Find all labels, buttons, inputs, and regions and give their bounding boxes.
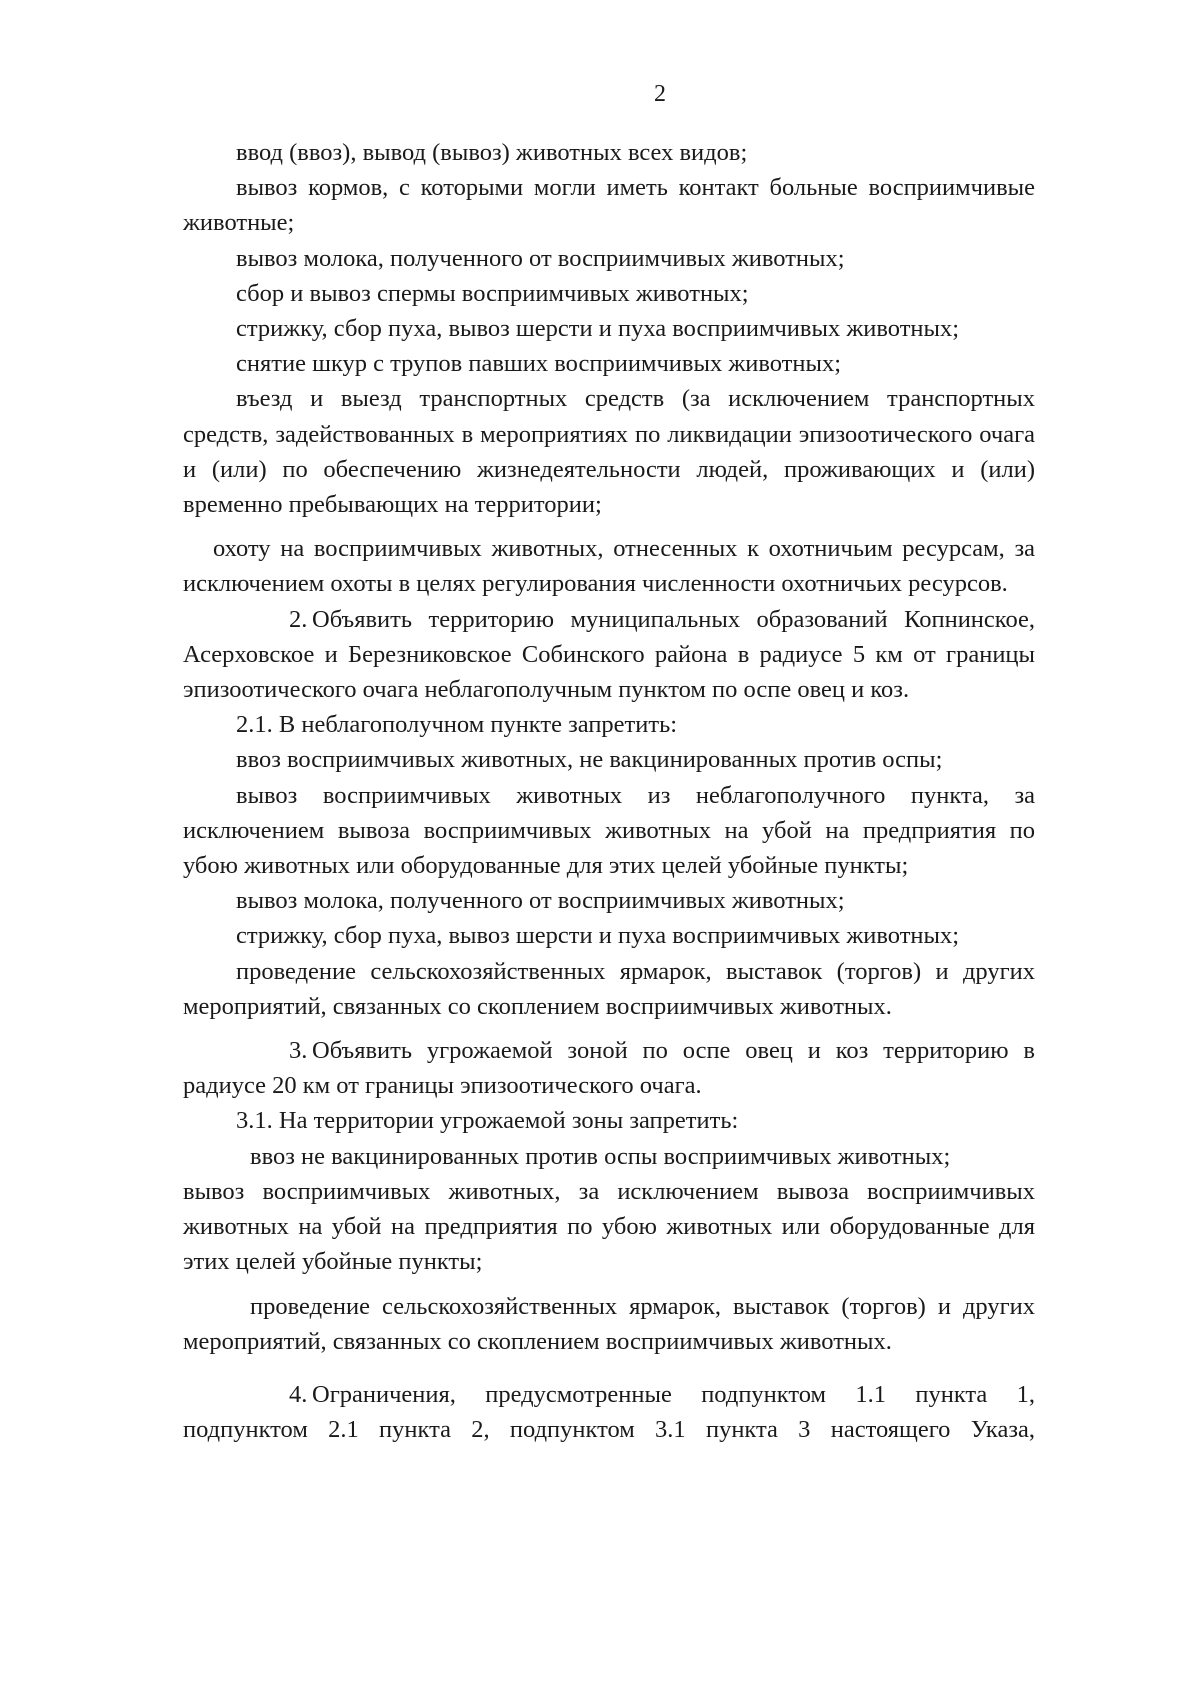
paragraph: въезд и выезд транспортных средств (за исключением транспортных средств, задействованных в мероприятиях по ликвидации эпизоотического очага и (или) по обеспечению жизнедеятельности людей, проживающих и (или) временно пребывающих на территории; [183,385,1035,519]
numbered-item-4 [183,1377,1035,1447]
paragraph: ввод (ввоз), вывод (вывоз) животных всех видов; [236,139,748,166]
item-number: 2. [289,605,308,633]
item-text: Ограничения, предусмотренные подпунктом 1.1 пункта 1, подпунктом 2.1 пункта 2, подпунктом 3.1 пункта 3 настоящего Указа, [183,1380,1035,1444]
item-number: 3. [289,1037,308,1065]
paragraph: проведение сельскохозяйственных ярмарок, выставок (торгов) и других мероприятий, связанных со скоплением восприимчивых животных. [183,1292,1035,1355]
item-text: Объявить угрожаемой зоной по оспе овец и коз территорию в радиусе 20 км от границы эпизоотического очага. [183,1037,1035,1100]
paragraph: ввоз восприимчивых животных, не вакцинированных против оспы; [236,746,943,774]
paragraph: вывоз восприимчивых животных из неблагополучного пункта, за исключением вывоза восприимчивых животных на убой на предприятия по убою животных или оборудованные для этих целей убойные пункты; [183,781,1035,880]
paragraph: вывоз молока, полученного от восприимчивых животных; [236,244,845,272]
paragraph: вывоз кормов, с которыми могли иметь контакт больные восприимчивые животные; [183,174,1035,237]
document-body [183,135,1035,1447]
paragraph: стрижку, сбор пуха, вывоз шерсти и пуха восприимчивых животных; [236,315,960,343]
item-number: 4. [289,1380,308,1408]
page-number: 2 [654,81,666,107]
paragraph: вывоз молока, полученного от восприимчивых животных; [236,887,845,915]
subitem-heading: 3.1. На территории угрожаемой зоны запретить: [236,1107,739,1135]
paragraph: вывоз восприимчивых животных, за исключением вывоза восприимчивых животных на убой на предприятия по убою животных или оборудованные для этих целей убойные пункты; [183,1177,1035,1276]
paragraph: снятие шкур с трупов павших восприимчивых животных; [236,350,842,378]
paragraph: ввоз не вакцинированных против оспы восприимчивых животных; [250,1142,951,1170]
paragraph: охоту на восприимчивых животных, отнесенных к охотничьим ресурсам, за исключением охоты в целях регулирования численности охотничьих ресурсов. [183,535,1035,598]
numbered-item-3 [183,1033,1035,1103]
paragraph: сбор и вывоз спермы восприимчивых животных; [236,279,749,307]
numbered-item-2 [183,602,1035,708]
paragraph: проведение сельскохозяйственных ярмарок, выставок (торгов) и других мероприятий, связанных со скоплением восприимчивых животных. [183,957,1035,1020]
paragraph: стрижку, сбор пуха, вывоз шерсти и пуха восприимчивых животных; [236,922,960,950]
subitem-heading: 2.1. В неблагополучном пункте запретить: [236,711,678,739]
item-text: Объявить территорию муниципальных образований Копнинское, Асерховское и Березниковское Собинского района в радиусе 5 км от границы эпизоотического очага неблагополучным пунктом по оспе овец и коз. [183,605,1035,704]
